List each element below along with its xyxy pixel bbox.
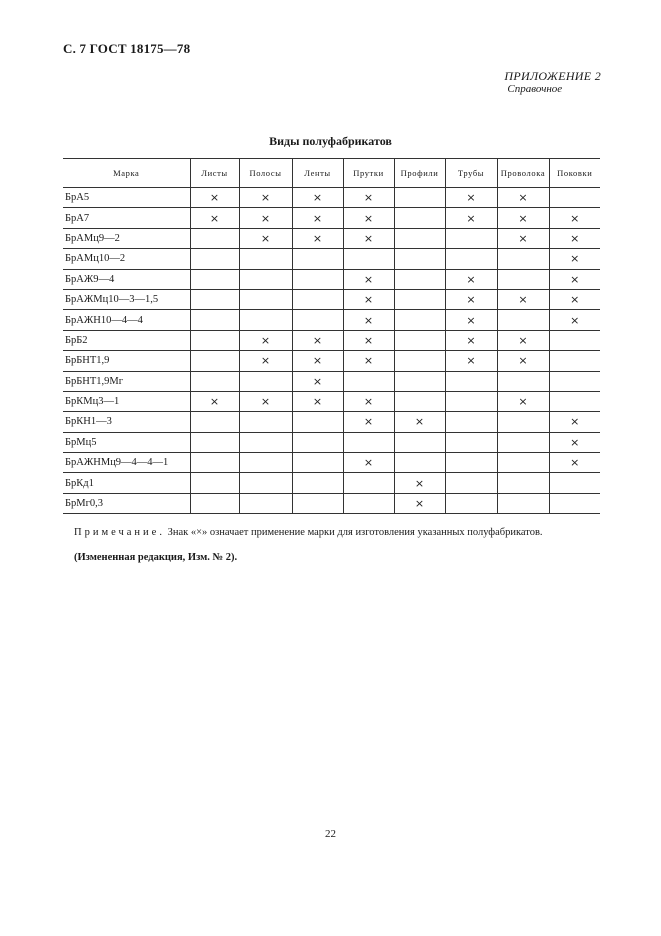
- column-header: Поковки: [549, 159, 600, 188]
- table-row: [63, 289, 600, 309]
- mark-cell: ×: [343, 310, 394, 330]
- mark-cell: ×: [549, 249, 600, 269]
- empty-cell: [445, 391, 497, 411]
- empty-cell: [190, 493, 239, 513]
- empty-cell: [445, 453, 497, 473]
- empty-cell: [190, 249, 239, 269]
- mark-cell: ×: [549, 432, 600, 452]
- table-row: [63, 432, 600, 452]
- mark-cell: ×: [292, 351, 343, 371]
- table-note: [74, 527, 543, 538]
- empty-cell: [445, 473, 497, 493]
- brand-cell: БрМц5: [63, 432, 190, 452]
- mark-cell: ×: [239, 208, 292, 228]
- mark-cell: ×: [497, 289, 549, 309]
- mark-cell: ×: [239, 330, 292, 350]
- empty-cell: [549, 473, 600, 493]
- empty-cell: [497, 473, 549, 493]
- empty-cell: [239, 473, 292, 493]
- empty-cell: [497, 453, 549, 473]
- mark-cell: ×: [190, 208, 239, 228]
- column-header: Листы: [190, 159, 239, 188]
- empty-cell: [292, 453, 343, 473]
- empty-cell: [549, 188, 600, 208]
- column-header: Прутки: [343, 159, 394, 188]
- empty-cell: [394, 249, 445, 269]
- table-row: [63, 391, 600, 411]
- empty-cell: [343, 493, 394, 513]
- brand-cell: БрАЖНМц9—4—4—1: [63, 453, 190, 473]
- mark-cell: ×: [445, 310, 497, 330]
- table-row: [63, 351, 600, 371]
- empty-cell: [497, 493, 549, 513]
- empty-cell: [292, 493, 343, 513]
- column-header: Трубы: [445, 159, 497, 188]
- note-lead: Примечание.: [74, 527, 165, 538]
- empty-cell: [394, 432, 445, 452]
- table-title: Виды полуфабрикатов: [269, 134, 392, 148]
- empty-cell: [497, 269, 549, 289]
- empty-cell: [292, 269, 343, 289]
- brand-cell: БрБ2: [63, 330, 190, 350]
- empty-cell: [190, 310, 239, 330]
- mark-cell: ×: [292, 188, 343, 208]
- mark-cell: ×: [343, 412, 394, 432]
- page-number: 22: [325, 828, 336, 840]
- empty-cell: [190, 453, 239, 473]
- mark-cell: ×: [497, 208, 549, 228]
- empty-cell: [343, 473, 394, 493]
- mark-cell: ×: [343, 188, 394, 208]
- mark-cell: ×: [292, 208, 343, 228]
- empty-cell: [394, 351, 445, 371]
- empty-cell: [497, 249, 549, 269]
- empty-cell: [292, 412, 343, 432]
- mark-cell: ×: [497, 188, 549, 208]
- empty-cell: [190, 412, 239, 432]
- table-row: [63, 493, 600, 513]
- mark-cell: ×: [445, 188, 497, 208]
- brand-cell: БрКМц3—1: [63, 391, 190, 411]
- empty-cell: [549, 493, 600, 513]
- mark-cell: ×: [394, 412, 445, 432]
- empty-cell: [292, 473, 343, 493]
- empty-cell: [239, 289, 292, 309]
- mark-cell: ×: [292, 391, 343, 411]
- mark-cell: ×: [497, 330, 549, 350]
- column-header: Полосы: [239, 159, 292, 188]
- empty-cell: [394, 371, 445, 391]
- empty-cell: [394, 453, 445, 473]
- mark-cell: ×: [549, 412, 600, 432]
- table-row: [63, 412, 600, 432]
- brand-cell: БрАМц9—2: [63, 228, 190, 248]
- brand-cell: БрКд1: [63, 473, 190, 493]
- mark-cell: ×: [343, 391, 394, 411]
- empty-cell: [239, 269, 292, 289]
- mark-cell: ×: [343, 330, 394, 350]
- semi-products-table: [63, 158, 600, 514]
- mark-cell: ×: [445, 208, 497, 228]
- appendix-subtitle: Справочное: [507, 83, 563, 95]
- empty-cell: [497, 412, 549, 432]
- table-header-row: [63, 159, 600, 188]
- empty-cell: [497, 310, 549, 330]
- column-header: Ленты: [292, 159, 343, 188]
- appendix-label: [504, 69, 601, 95]
- empty-cell: [394, 188, 445, 208]
- mark-cell: ×: [394, 493, 445, 513]
- appendix-title: ПРИЛОЖЕНИЕ 2: [504, 69, 601, 83]
- mark-cell: ×: [190, 391, 239, 411]
- mark-cell: ×: [549, 289, 600, 309]
- page-reference: С. 7 ГОСТ 18175—78: [63, 41, 191, 56]
- empty-cell: [190, 228, 239, 248]
- mark-cell: ×: [292, 330, 343, 350]
- empty-cell: [549, 351, 600, 371]
- mark-cell: ×: [394, 473, 445, 493]
- mark-cell: ×: [239, 228, 292, 248]
- table-row: [63, 371, 600, 391]
- mark-cell: ×: [343, 208, 394, 228]
- mark-cell: ×: [343, 453, 394, 473]
- mark-cell: ×: [497, 391, 549, 411]
- mark-cell: ×: [292, 228, 343, 248]
- empty-cell: [394, 330, 445, 350]
- table-row: [63, 310, 600, 330]
- empty-cell: [190, 351, 239, 371]
- empty-cell: [239, 249, 292, 269]
- mark-cell: ×: [497, 351, 549, 371]
- mark-cell: ×: [239, 188, 292, 208]
- mark-cell: ×: [549, 228, 600, 248]
- mark-cell: ×: [549, 208, 600, 228]
- mark-cell: ×: [445, 289, 497, 309]
- empty-cell: [190, 289, 239, 309]
- empty-cell: [549, 391, 600, 411]
- table-row: [63, 330, 600, 350]
- empty-cell: [497, 371, 549, 391]
- mark-cell: ×: [239, 351, 292, 371]
- empty-cell: [445, 249, 497, 269]
- table-body: [63, 188, 600, 514]
- empty-cell: [445, 412, 497, 432]
- mark-cell: ×: [549, 269, 600, 289]
- empty-cell: [445, 493, 497, 513]
- empty-cell: [549, 371, 600, 391]
- empty-cell: [292, 289, 343, 309]
- empty-cell: [343, 432, 394, 452]
- empty-cell: [190, 432, 239, 452]
- empty-cell: [394, 269, 445, 289]
- note-text: Знак «×» означает применение марки для изготовления указанных полуфабрикатов.: [164, 527, 543, 538]
- edition-note: (Измененная редакция, Изм. № 2).: [74, 552, 238, 563]
- mark-cell: ×: [343, 289, 394, 309]
- column-header-brand: Марка: [63, 159, 190, 188]
- empty-cell: [394, 391, 445, 411]
- brand-cell: БрБНТ1,9: [63, 351, 190, 371]
- table-row: [63, 249, 600, 269]
- brand-cell: БрА5: [63, 188, 190, 208]
- empty-cell: [445, 228, 497, 248]
- mark-cell: ×: [445, 269, 497, 289]
- empty-cell: [239, 310, 292, 330]
- mark-cell: ×: [239, 391, 292, 411]
- mark-cell: ×: [445, 330, 497, 350]
- brand-cell: БрА7: [63, 208, 190, 228]
- brand-cell: БрАЖН10—4—4: [63, 310, 190, 330]
- mark-cell: ×: [445, 351, 497, 371]
- mark-cell: ×: [343, 228, 394, 248]
- mark-cell: ×: [292, 371, 343, 391]
- empty-cell: [292, 249, 343, 269]
- table-row: [63, 269, 600, 289]
- empty-cell: [239, 432, 292, 452]
- empty-cell: [445, 432, 497, 452]
- mark-cell: ×: [343, 351, 394, 371]
- empty-cell: [239, 371, 292, 391]
- table-row: [63, 228, 600, 248]
- empty-cell: [343, 249, 394, 269]
- brand-cell: БрАЖ9—4: [63, 269, 190, 289]
- empty-cell: [239, 493, 292, 513]
- empty-cell: [292, 310, 343, 330]
- empty-cell: [445, 371, 497, 391]
- empty-cell: [394, 228, 445, 248]
- mark-cell: ×: [343, 269, 394, 289]
- mark-cell: ×: [190, 188, 239, 208]
- brand-cell: БрКН1—3: [63, 412, 190, 432]
- empty-cell: [343, 371, 394, 391]
- empty-cell: [239, 412, 292, 432]
- empty-cell: [497, 432, 549, 452]
- empty-cell: [549, 330, 600, 350]
- column-header: Проволока: [497, 159, 549, 188]
- column-header: Профили: [394, 159, 445, 188]
- empty-cell: [190, 330, 239, 350]
- table-row: [63, 473, 600, 493]
- empty-cell: [190, 473, 239, 493]
- brand-cell: БрАЖМц10—3—1,5: [63, 289, 190, 309]
- brand-cell: БрМг0,3: [63, 493, 190, 513]
- mark-cell: ×: [497, 228, 549, 248]
- empty-cell: [394, 310, 445, 330]
- brand-cell: БрБНТ1,9Мг: [63, 371, 190, 391]
- brand-cell: БрАМц10—2: [63, 249, 190, 269]
- table-row: [63, 188, 600, 208]
- empty-cell: [190, 371, 239, 391]
- empty-cell: [394, 289, 445, 309]
- empty-cell: [292, 432, 343, 452]
- empty-cell: [394, 208, 445, 228]
- empty-cell: [190, 269, 239, 289]
- mark-cell: ×: [549, 310, 600, 330]
- table-row: [63, 453, 600, 473]
- empty-cell: [239, 453, 292, 473]
- mark-cell: ×: [549, 453, 600, 473]
- table-row: [63, 208, 600, 228]
